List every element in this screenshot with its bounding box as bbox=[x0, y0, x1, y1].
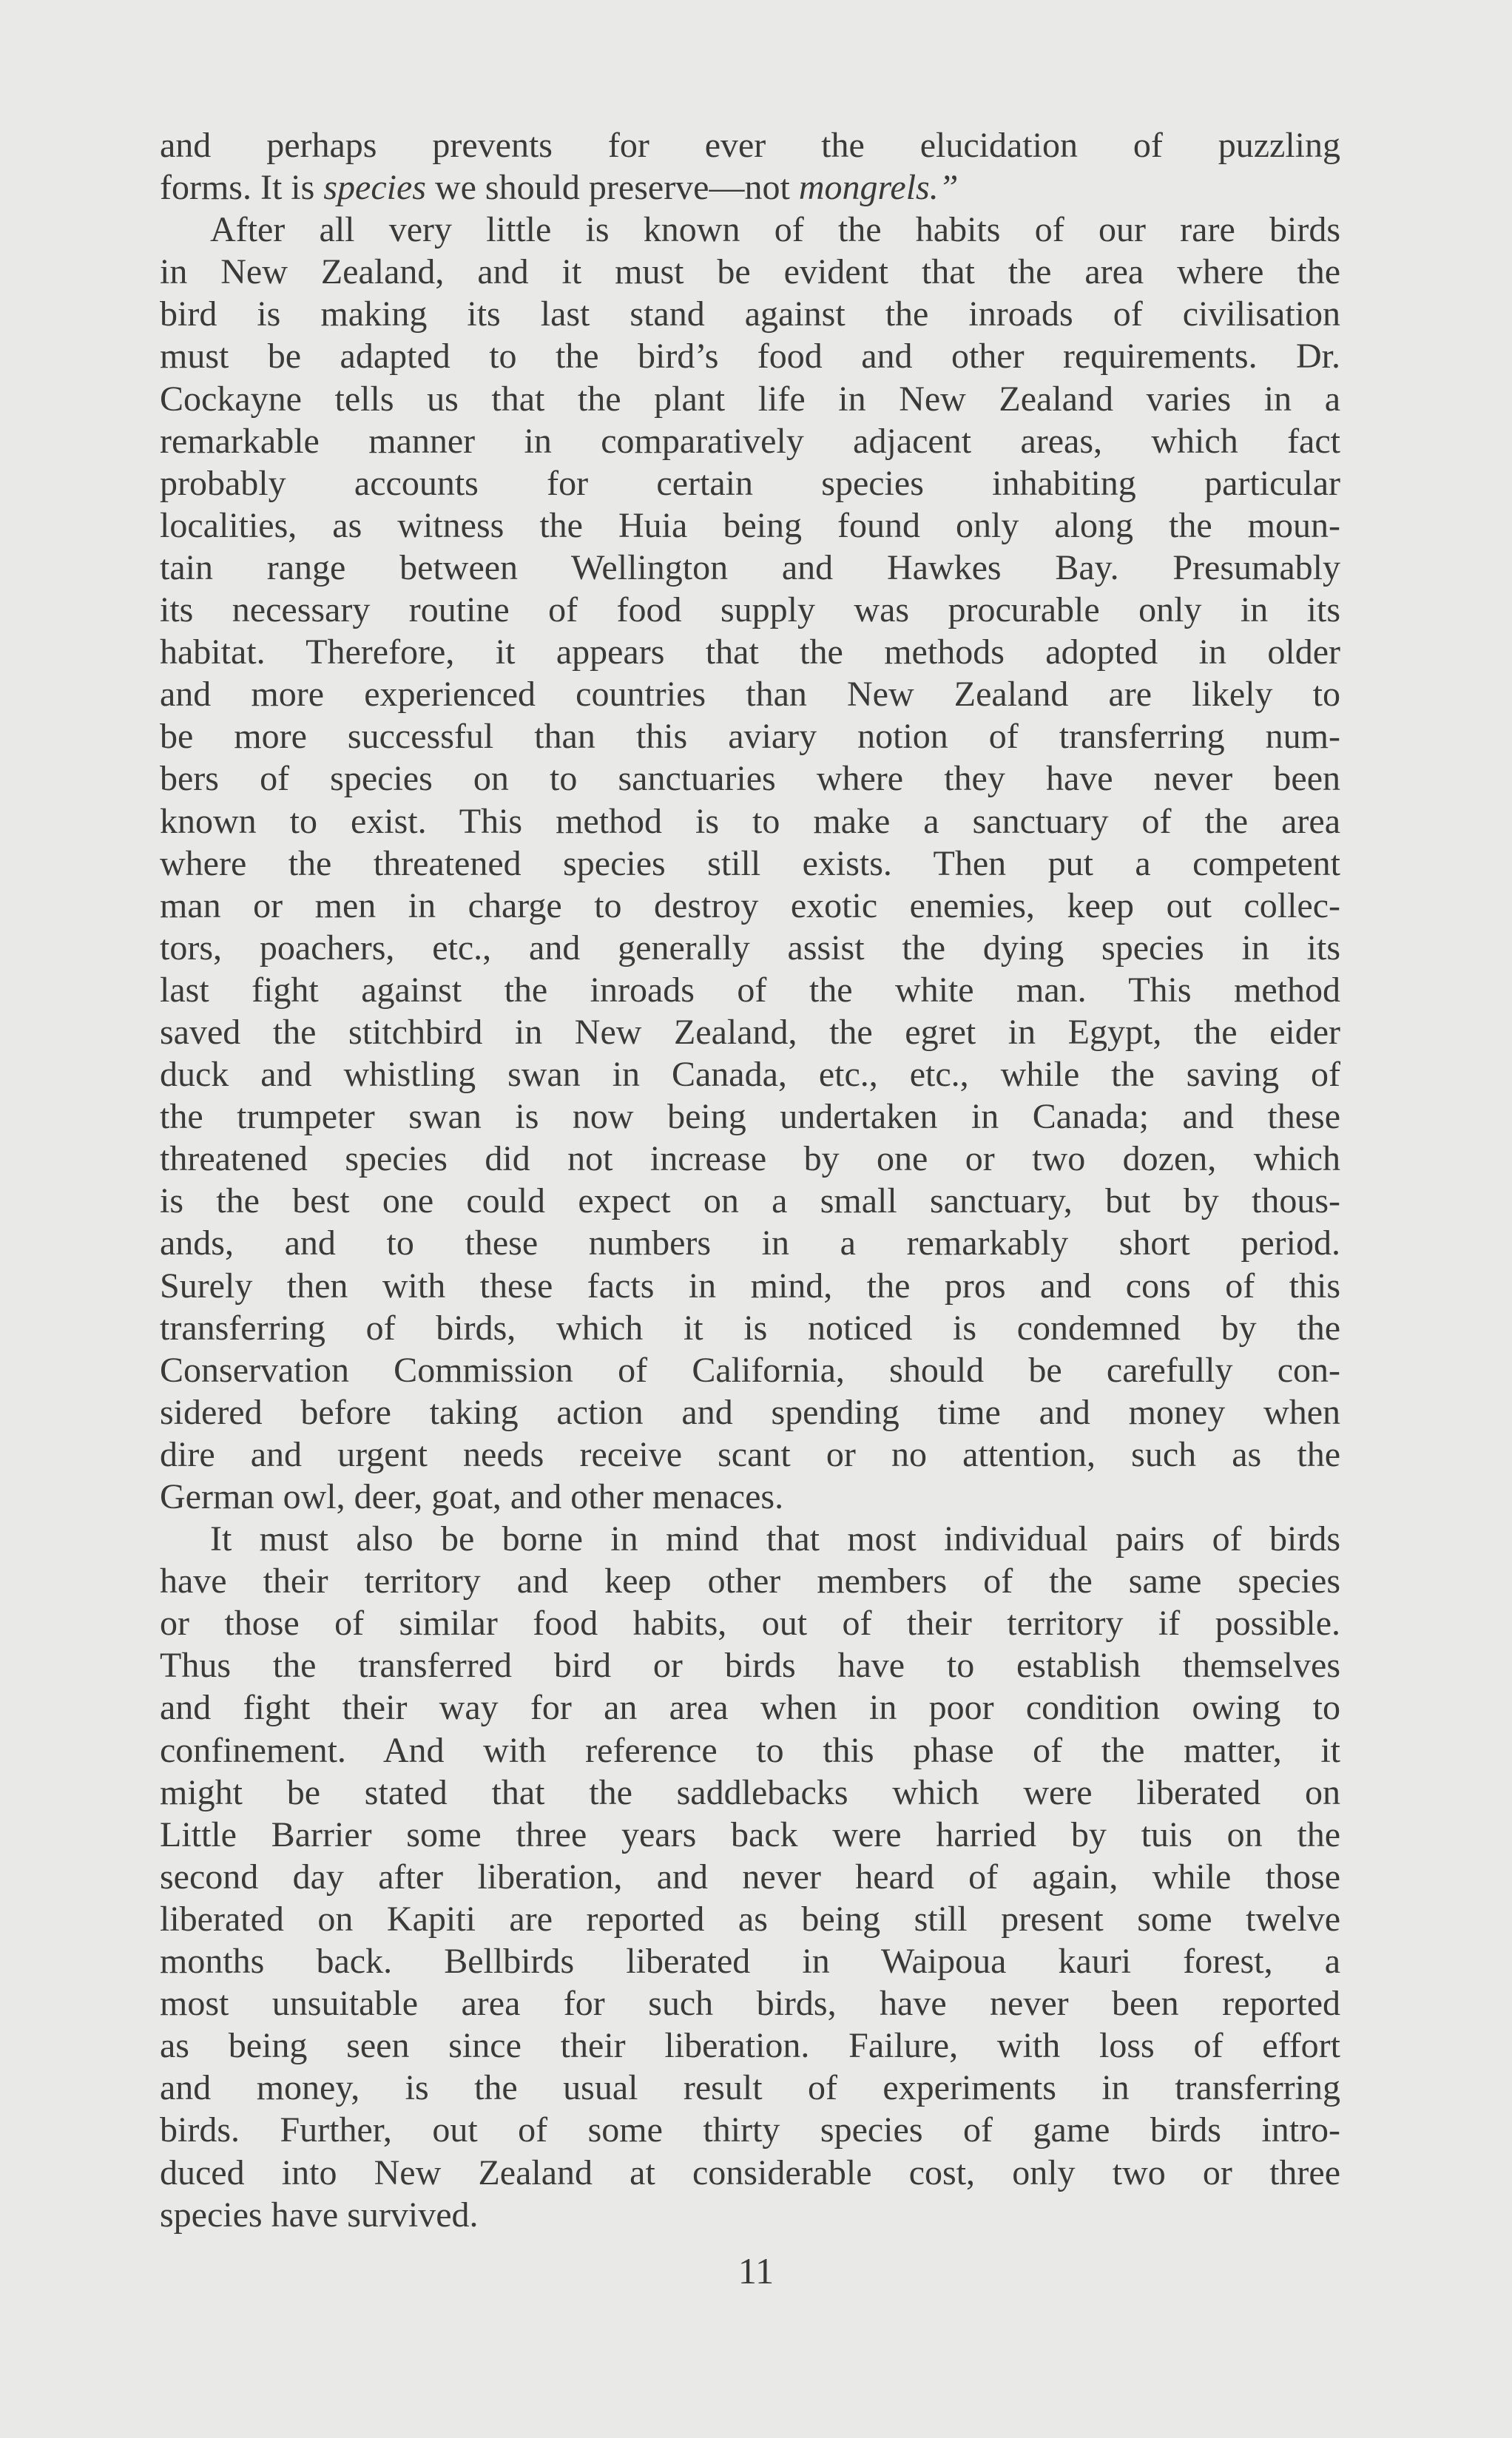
text-line: and money, is the usual result of experiments in transferring bbox=[160, 2068, 1340, 2108]
text-line: and more experienced countries than New Zealand are likely to bbox=[160, 675, 1340, 715]
text-line: and fight their way for an area when in poor condition owing to bbox=[160, 1688, 1340, 1728]
text-line: known to exist. This method is to make a sanctuary of the area bbox=[160, 801, 1340, 841]
text-line: species have survived. bbox=[160, 2195, 479, 2235]
text-line: months back. Bellbirds liberated in Waipoua kauri forest, a bbox=[160, 1942, 1340, 1982]
paragraph bbox=[160, 124, 1340, 209]
text-line: be more successful than this aviary notion of transferring num- bbox=[160, 717, 1340, 757]
text-line: have their territory and keep other members of the same species bbox=[160, 1561, 1340, 1601]
text-line: and perhaps prevents for ever the elucidation of puzzling bbox=[160, 126, 1340, 165]
text-line: After all very little is known of the habits of our rare birds bbox=[210, 210, 1340, 250]
text-line: is the best one could expect on a small sanctuary, but by thous- bbox=[160, 1181, 1340, 1221]
text-line: confinement. And with reference to this phase of the matter, it bbox=[160, 1730, 1340, 1770]
text-line: most unsuitable area for such birds, have never been reported bbox=[160, 1984, 1340, 2024]
text-line: saved the stitchbird in New Zealand, the egret in Egypt, the eider bbox=[160, 1012, 1340, 1052]
text-line: the trumpeter swan is now being undertaken in Canada; and these bbox=[160, 1097, 1340, 1137]
text-line: duck and whistling swan in Canada, etc., etc., while the saving of bbox=[160, 1055, 1340, 1095]
text-line: sidered before taking action and spending time and money when bbox=[160, 1392, 1340, 1432]
text-line: threatened species did not increase by one or two dozen, which bbox=[160, 1139, 1340, 1179]
text-line: man or men in charge to destroy exotic enemies, keep out collec- bbox=[160, 885, 1340, 925]
paragraph bbox=[160, 1518, 1340, 2236]
italic-word: mongrels.” bbox=[798, 168, 959, 208]
text-line: remarkable manner in comparatively adjacent areas, which fact bbox=[160, 421, 1340, 461]
text-line: its necessary routine of food supply was procurable only in its bbox=[160, 590, 1340, 630]
text-line: last fight against the inroads of the white man. This method bbox=[160, 970, 1340, 1010]
paragraph bbox=[160, 209, 1340, 1518]
text-line: forms. It is species we should preserve—not mongrels.” bbox=[160, 168, 959, 208]
text-line: German owl, deer, goat, and other menaces. bbox=[160, 1477, 784, 1516]
text-line: must be adapted to the bird’s food and other requirements. Dr. bbox=[160, 337, 1340, 376]
page-number: 11 bbox=[738, 2250, 774, 2292]
italic-word: species bbox=[323, 168, 426, 208]
text-line: bird is making its last stand against the inroads of civilisation bbox=[160, 294, 1340, 334]
text-line: tors, poachers, etc., and generally assist the dying species in its bbox=[160, 928, 1340, 968]
text-line: where the threatened species still exists. Then put a competent bbox=[160, 843, 1340, 883]
text-line: It must also be borne in mind that most individual pairs of birds bbox=[210, 1519, 1340, 1559]
text-line: localities, as witness the Huia being found only along the moun- bbox=[160, 505, 1340, 545]
text-line: transferring of birds, which it is noticed is condemned by the bbox=[160, 1308, 1340, 1348]
text-line: duced into New Zealand at considerable cost, only two or three bbox=[160, 2152, 1340, 2192]
text-line: birds. Further, out of some thirty species of game birds intro- bbox=[160, 2110, 1340, 2150]
text-line: Conservation Commission of California, should be carefully con- bbox=[160, 1350, 1340, 1390]
text-line: or those of similar food habits, out of their territory if possible. bbox=[160, 1604, 1340, 1644]
text-line: probably accounts for certain species inhabiting particular bbox=[160, 463, 1340, 503]
text-line: Surely then with these facts in mind, the pros and cons of this bbox=[160, 1266, 1340, 1306]
text-line: Cockayne tells us that the plant life in New Zealand varies in a bbox=[160, 379, 1340, 419]
text-line: habitat. Therefore, it appears that the methods adopted in older bbox=[160, 632, 1340, 672]
text-line: dire and urgent needs receive scant or no attention, such as the bbox=[160, 1434, 1340, 1474]
text-line: ands, and to these numbers in a remarkably short period. bbox=[160, 1223, 1340, 1263]
text-line: tain range between Wellington and Hawkes Bay. Presumably bbox=[160, 547, 1340, 587]
text-line: might be stated that the saddlebacks which were liberated on bbox=[160, 1772, 1340, 1812]
text-line: in New Zealand, and it must be evident that the area where the bbox=[160, 252, 1340, 292]
text-line: as being seen since their liberation. Failure, with loss of effort bbox=[160, 2026, 1340, 2066]
page-body bbox=[160, 124, 1340, 2236]
text-line: liberated on Kapiti are reported as being still present some twelve bbox=[160, 1899, 1340, 1939]
text-line: Thus the transferred bird or birds have to establish themselves bbox=[160, 1646, 1340, 1686]
text-line: Little Barrier some three years back were harried by tuis on the bbox=[160, 1814, 1340, 1854]
text-line: bers of species on to sanctuaries where they have never been bbox=[160, 759, 1340, 799]
text-line: second day after liberation, and never heard of again, while those bbox=[160, 1857, 1340, 1897]
